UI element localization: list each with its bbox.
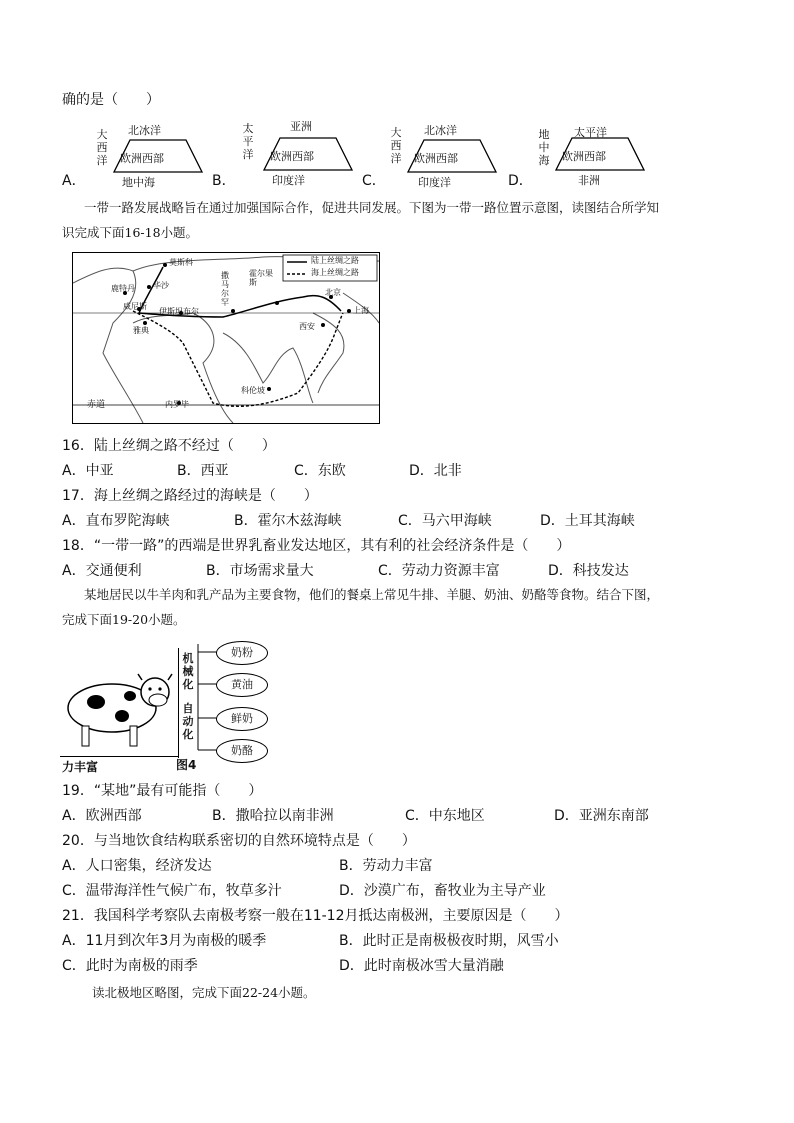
label-automated: 自动化 bbox=[182, 702, 194, 741]
figure-4-dairy bbox=[60, 638, 350, 772]
center-label: 欧洲西部 bbox=[562, 150, 606, 163]
place-venice: 威尼斯 bbox=[123, 302, 147, 311]
place-beijing: 北京 bbox=[325, 288, 341, 297]
place-moscow: 莫斯科 bbox=[169, 258, 193, 267]
option-letter: A． bbox=[62, 173, 86, 189]
q18-option-c[interactable]: C．劳动力资源丰富 bbox=[378, 563, 500, 579]
intro-16-line2: 识完成下面16-18小题。 bbox=[62, 225, 199, 240]
q19-option-b[interactable]: B．撒哈拉以南非洲 bbox=[212, 808, 334, 824]
q16-option-a[interactable]: A．中亚 bbox=[62, 463, 114, 479]
q17-option-c[interactable]: C．马六甲海峡 bbox=[398, 513, 492, 529]
left-label: 大西洋 bbox=[390, 126, 402, 165]
product-milk-powder: 奶粉 bbox=[216, 641, 268, 665]
q19-option-d[interactable]: D．亚洲东南部 bbox=[554, 808, 649, 824]
q18-option-d[interactable]: D．科技发达 bbox=[548, 563, 629, 579]
label-mechanized: 机械化 bbox=[182, 652, 194, 691]
top-label: 北冰洋 bbox=[128, 124, 161, 137]
place-rotterdam: 鹿特丹 bbox=[111, 284, 135, 293]
legend-land: 陆上丝绸之路 bbox=[311, 256, 359, 265]
place-khorgos: 霍尔果斯 bbox=[249, 269, 273, 287]
q21-option-d[interactable]: D．此时南极冰雪大量消融 bbox=[339, 958, 504, 974]
product-butter: 黄油 bbox=[216, 673, 268, 697]
q21-option-a[interactable]: A．11月到次年3月为南极的暖季 bbox=[62, 933, 267, 949]
place-nairobi: 内罗毕 bbox=[165, 400, 189, 409]
q15-option-a[interactable] bbox=[62, 118, 202, 190]
q17-option-d[interactable]: D．土耳其海峡 bbox=[540, 513, 635, 529]
place-colombo: 科伦坡 bbox=[241, 386, 265, 395]
q21-stem: 21．我国科学考察队去南极考察一般在11-12月抵达南极洲，主要原因是（ ） bbox=[62, 908, 569, 924]
bottom-label: 印度洋 bbox=[272, 174, 305, 187]
q17-stem: 17．海上丝绸之路经过的海峡是（ ） bbox=[62, 488, 318, 504]
place-warsaw: 华沙 bbox=[153, 281, 169, 290]
option-letter: C． bbox=[362, 173, 386, 189]
q21-option-b[interactable]: B．此时正是南极极夜时期，风雪小 bbox=[339, 933, 559, 949]
bracket-line bbox=[178, 648, 179, 758]
q20-option-d[interactable]: D．沙漠广布，畜牧业为主导产业 bbox=[339, 883, 546, 899]
q15-option-b[interactable] bbox=[212, 116, 352, 190]
q21-option-c[interactable]: C．此时为南极的雨季 bbox=[62, 958, 198, 974]
top-label: 北冰洋 bbox=[424, 124, 457, 137]
place-samarkand: 撒马尔罕 bbox=[221, 271, 229, 307]
q19-stem: 19．“某地”最有可能指（ ） bbox=[62, 783, 263, 799]
belt-road-map bbox=[72, 252, 380, 424]
label-equator: 赤道 bbox=[87, 400, 106, 410]
q19-option-a[interactable]: A．欧洲西部 bbox=[62, 808, 142, 824]
intro-19-line2: 完成下面19-20小题。 bbox=[62, 612, 186, 627]
q19-option-c[interactable]: C．中东地区 bbox=[405, 808, 485, 824]
intro-22-line1: 读北极地区略图，完成下面22-24小题。 bbox=[92, 985, 316, 1000]
q16-option-d[interactable]: D．北非 bbox=[409, 463, 462, 479]
q15-option-d[interactable] bbox=[508, 118, 648, 190]
caption-left: 力丰富 bbox=[62, 760, 99, 774]
bottom-label: 地中海 bbox=[122, 176, 155, 189]
q17-option-b[interactable]: B．霍尔木兹海峡 bbox=[234, 513, 342, 529]
place-shanghai: 上海 bbox=[353, 306, 369, 315]
option-letter: D． bbox=[508, 173, 533, 189]
center-label: 欧洲西部 bbox=[414, 152, 458, 165]
product-fresh-milk: 鲜奶 bbox=[216, 707, 268, 731]
q15-stem-tail: 确的是（ ） bbox=[62, 92, 160, 108]
option-letter: B． bbox=[212, 173, 236, 189]
q18-option-b[interactable]: B．市场需求量大 bbox=[206, 563, 314, 579]
q17-option-a[interactable]: A．直布罗陀海峡 bbox=[62, 513, 170, 529]
q16-option-c[interactable]: C．东欧 bbox=[294, 463, 346, 479]
q20-option-b[interactable]: B．劳动力丰富 bbox=[339, 858, 433, 874]
legend-sea: 海上丝绸之路 bbox=[311, 268, 359, 277]
place-xian: 西安 bbox=[299, 322, 315, 331]
center-label: 欧洲西部 bbox=[270, 150, 314, 163]
top-label: 亚洲 bbox=[290, 120, 312, 133]
q20-option-c[interactable]: C．温带海洋性气候广布，牧草多汁 bbox=[62, 883, 282, 899]
cow-icon bbox=[60, 656, 180, 756]
bottom-label: 非洲 bbox=[578, 174, 600, 187]
q16-stem: 16．陆上丝绸之路不经过（ ） bbox=[62, 438, 276, 454]
q18-option-a[interactable]: A．交通便利 bbox=[62, 563, 142, 579]
left-label: 太平洋 bbox=[242, 122, 254, 161]
product-cheese: 奶酪 bbox=[216, 739, 268, 763]
q16-option-b[interactable]: B．西亚 bbox=[177, 463, 229, 479]
place-istanbul: 伊斯坦布尔 bbox=[159, 307, 199, 316]
q20-stem: 20．与当地饮食结构联系密切的自然环境特点是（ ） bbox=[62, 833, 416, 849]
center-label: 欧洲西部 bbox=[120, 152, 164, 165]
ground-line bbox=[60, 756, 178, 757]
intro-16-line1: 一带一路发展战略旨在通过加强国际合作，促进共同发展。下图为一带一路位置示意图，读图结合所学知 bbox=[84, 200, 660, 215]
bottom-label: 印度洋 bbox=[418, 176, 451, 189]
left-label: 大西洋 bbox=[96, 128, 108, 167]
top-label: 太平洋 bbox=[574, 126, 607, 139]
place-athens: 雅典 bbox=[133, 326, 149, 335]
left-label: 地中海 bbox=[538, 128, 550, 167]
q18-stem: 18．“一带一路”的西端是世界乳畜业发达地区，其有利的社会经济条件是（ ） bbox=[62, 538, 571, 554]
q20-option-a[interactable]: A．人口密集，经济发达 bbox=[62, 858, 212, 874]
figure-caption: 图4 bbox=[176, 758, 197, 772]
intro-19-line1: 某地居民以牛羊肉和乳产品为主要食物，他们的餐桌上常见牛排、羊腿、奶油、奶酪等食物。结合下图， bbox=[84, 587, 660, 602]
q15-option-c[interactable] bbox=[362, 118, 502, 190]
